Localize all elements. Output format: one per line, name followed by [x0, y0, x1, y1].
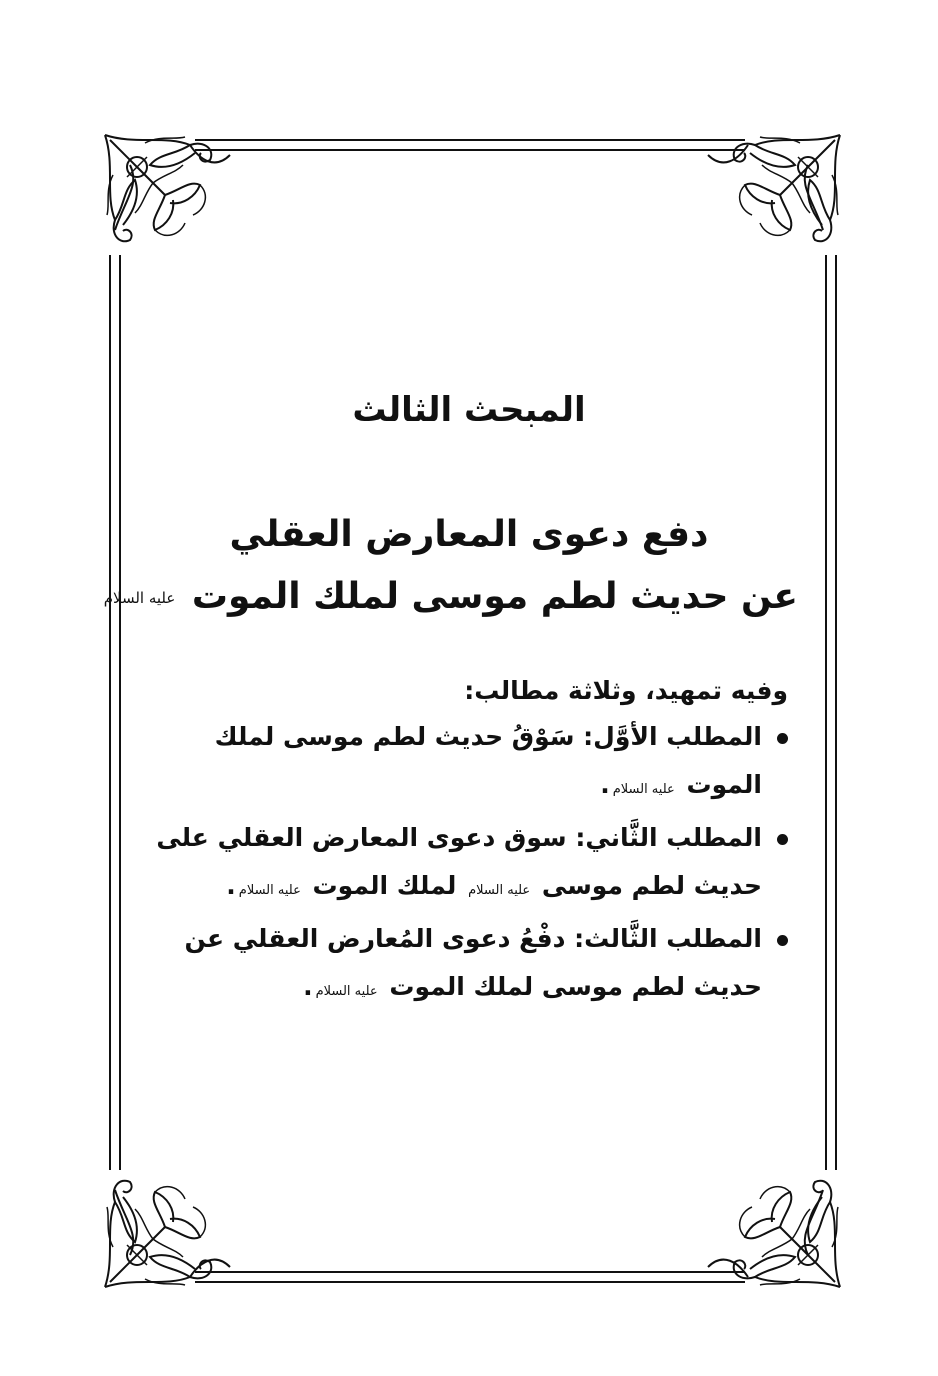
chapter-title-line-2-text: عن حديث لطم موسى لملك الموت: [191, 576, 798, 617]
corner-ornament-top-left: [734, 135, 840, 241]
item-text: سَوْقُ حديث لطم موسى لملك الموت: [214, 722, 762, 799]
honorific-glyph: عليه السلام: [103, 589, 176, 607]
corner-ornament-bottom-left: [734, 1181, 840, 1287]
list-item: [140, 814, 798, 915]
chapter-title: [103, 504, 798, 629]
item-end: .: [600, 770, 610, 799]
item-text: سوق دعوى المعارض العقلي على حديث لطم موسى: [156, 823, 762, 900]
honorific-glyph: عليه السلام: [315, 984, 378, 999]
intro-text: وفيه تمهيد، وثلاثة مطالب:: [464, 676, 788, 705]
honorific-glyph: عليه السلام: [468, 883, 531, 898]
vine-bottom-left-2: [708, 1260, 748, 1277]
vine-top-left-2: [708, 145, 748, 162]
item-label: المطلب الثَّالث:: [574, 924, 762, 953]
page-content: [103, 380, 798, 1016]
item-text-continued: لملك الموت: [312, 871, 457, 900]
item-end: .: [303, 972, 313, 1001]
item-label: المطلب الثَّاني:: [575, 823, 762, 852]
bullet-icon: [777, 834, 788, 845]
section-heading: المبحث الثالث: [352, 390, 586, 430]
honorific-glyph: عليه السلام: [238, 883, 301, 898]
chapter-title-line-2: [103, 566, 798, 629]
list-item: [140, 915, 798, 1016]
honorific-glyph: عليه السلام: [612, 782, 675, 797]
bullet-icon: [777, 935, 788, 946]
item-end: .: [226, 871, 236, 900]
bullet-icon: [777, 733, 788, 744]
item-text: دفْعُ دعوى المُعارض العقلي عن حديث لطم موسى لملك الموت: [184, 924, 762, 1001]
item-label: المطلب الأوَّل:: [583, 722, 762, 751]
sections-list: [140, 713, 798, 1016]
chapter-title-line-1: دفع دعوى المعارض العقلي: [229, 514, 709, 555]
list-item: [140, 713, 798, 814]
